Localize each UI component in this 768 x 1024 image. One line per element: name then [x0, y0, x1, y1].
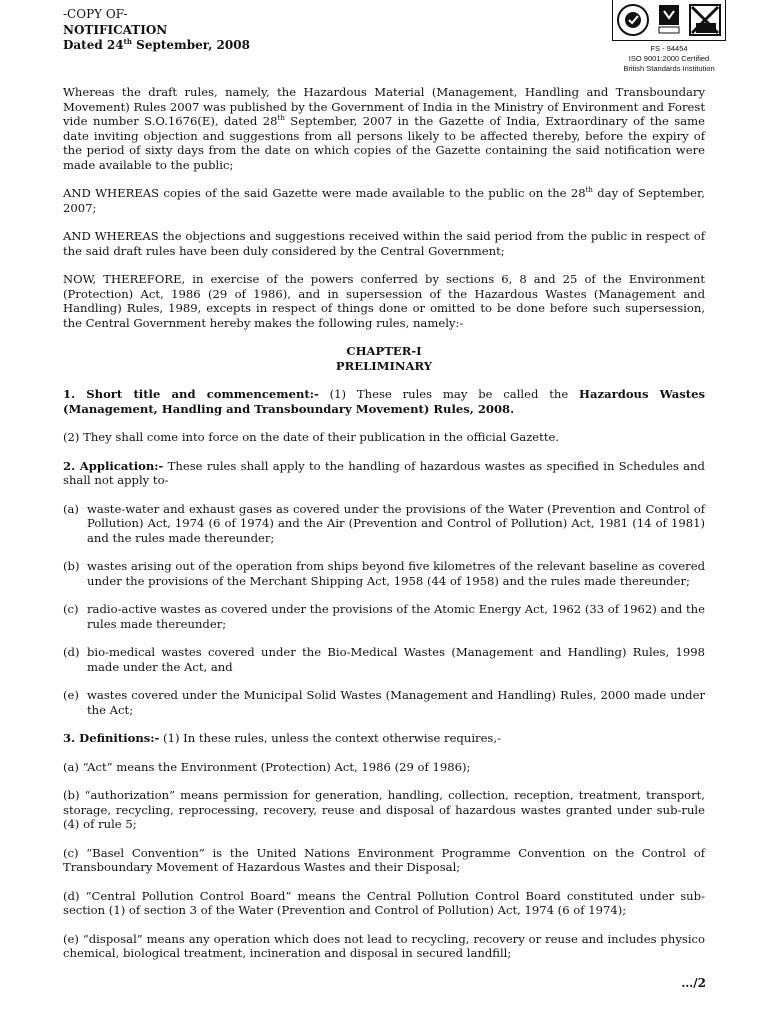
definition-item: (b) “authorization” means permission for generation, handling, collection, reception, treatment, transport, storage, recycling, reprocessing, recovery, reuse and disposal of hazardous wastes granted under sub-rule (4) of rule 5; [63, 788, 705, 831]
application-item: (d) bio-medical wastes covered under the Bio-Medical Wastes (Management and Handling) Rules, 1998 made under the Act, and [63, 645, 705, 674]
notification-title: NOTIFICATION [63, 22, 168, 37]
ukas-logo-icon [656, 3, 682, 37]
section-2-paragraph: 2. Application:- These rules shall apply to the handling of hazardous wastes as specified in Schedules and shall not apply to- [63, 458, 705, 487]
bsi-logo-icon [616, 3, 650, 37]
section-1-paragraph: 1. Short title and commencement:- (1) These rules may be called the Hazardous Wastes (Management, Handling and Transboundary Movement) Rules, 2008. [63, 387, 705, 416]
copy-of-label: -COPY OF- [63, 7, 128, 21]
preamble-paragraph-4: NOW, THEREFORE, in exercise of the powers conferred by sections 6, 8 and 25 of the Environment (Protection) Act, 1986 (29 of 1986), and in supersession of the Hazardous Wastes (Management and Handling) Rules, 1989, excepts in respect of things done or omitted to be done before such supersession, the Central Government hereby makes the following rules, namely:- [63, 272, 705, 330]
application-item: (e) wastes covered under the Municipal Solid Wastes (Management and Handling) Rules, 2000 made under the Act; [63, 688, 705, 717]
certification-logos [612, 0, 726, 41]
management-systems-logo-icon [688, 3, 722, 37]
preamble-paragraph-1: Whereas the draft rules, namely, the Hazardous Material (Management, Handling and Transboundary Movement) Rules 2007 was published by the Government of India in the Ministry of Environment and Forest vide number S.O.1676(E), dated 28th September, 2007 in the Gazette of India, Extraordinary of the same date inviting objection and suggestions from all persons likely to be affected thereby, before the expiry of the period of sixty days from the date on which copies of the Gazette containing the said notification were made available to the public; [63, 85, 705, 172]
definition-item: (d) “Central Pollution Control Board” means the Central Pollution Control Board constituted under sub-section (1) of section 3 of the Water (Prevention and Control of Pollution) Act, 1974 (6 of 1974); [63, 888, 705, 917]
application-item: (a) waste-water and exhaust gases as covered under the provisions of the Water (Prevention and Control of Pollution) Act, 1974 (6 of 1974) and the Air (Prevention and Control of Pollution) Act, 1981 (14 of 1981) and the rules made thereunder; [63, 501, 705, 545]
notification-date: Dated 24th September, 2008 [63, 37, 250, 52]
page-continuation-marker: …/2 [681, 976, 706, 990]
preamble-paragraph-3: AND WHEREAS the objections and suggestions received within the said period from the public in respect of the said draft rules have been duly considered by the Central Government; [63, 229, 705, 258]
chapter-number: CHAPTER-I [346, 344, 422, 358]
chapter-heading [63, 344, 705, 373]
application-item: (c) radio-active wastes as covered under the provisions of the Atomic Energy Act, 1962 (33 of 1962) and the rules made thereunder; [63, 602, 705, 631]
preamble-paragraph-2: AND WHEREAS copies of the said Gazette were made available to the public on the 28th day of September, 2007; [63, 186, 705, 215]
definition-item: (a) “Act” means the Environment (Protection) Act, 1986 (29 of 1986); [63, 759, 471, 774]
definition-item: (c) “Basel Convention” is the United Nations Environment Programme Convention on the Control of Transboundary Movement of Hazardous Wastes and their Disposal; [63, 845, 705, 874]
definition-item: (e) “disposal” means any operation which does not lead to recycling, recovery or reuse and includes physico chemical, biological treatment, incineration and disposal in secured landfill; [63, 931, 705, 960]
document-header [63, 7, 250, 54]
section-1-subrule-2: (2) They shall come into force on the date of their publication in the official Gazette. [63, 430, 560, 444]
certification-block [608, 0, 730, 74]
section-3-paragraph: 3. Definitions:- (1) In these rules, unless the context otherwise requires,- [63, 731, 501, 745]
application-item: (b) wastes arising out of the operation from ships beyond five kilometres of the relevant baseline as covered under the provisions of the Merchant Shipping Act, 1958 (44 of 1958) and the rules made thereunder; [63, 559, 705, 588]
certification-text: FS - 94454 ISO 9001:2000 Certified British Standards Institution [623, 44, 715, 73]
chapter-title: PRELIMINARY [335, 358, 433, 373]
document-body [63, 85, 705, 975]
